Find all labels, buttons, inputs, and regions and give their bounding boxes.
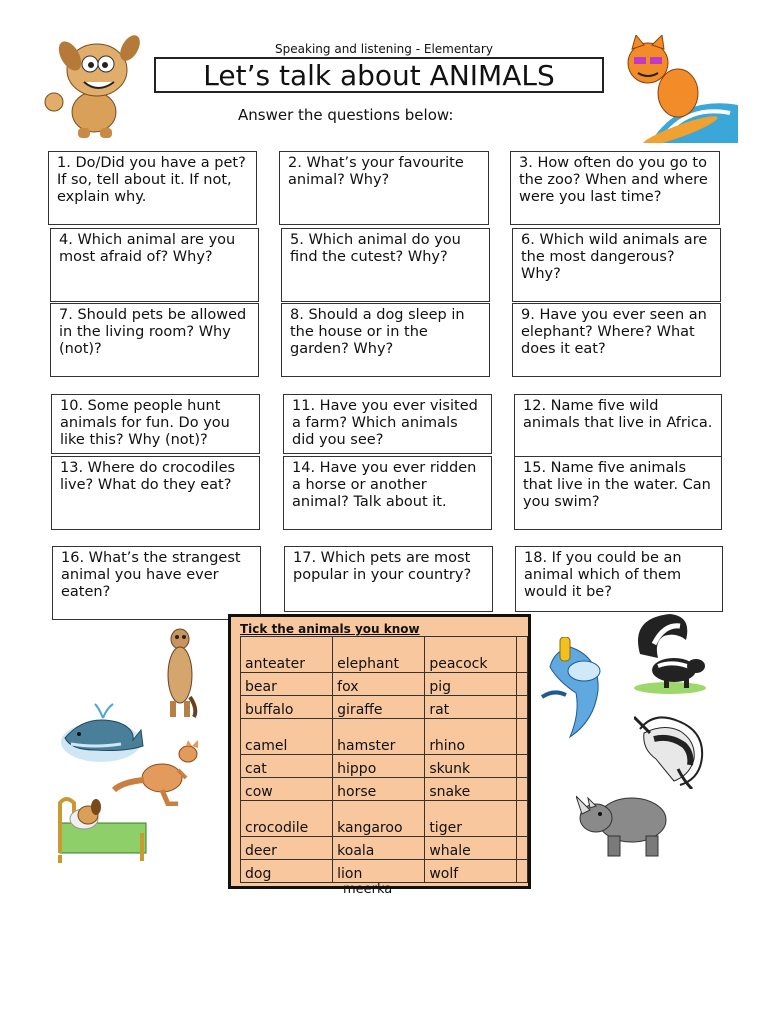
animal-cell[interactable]: tiger bbox=[425, 801, 517, 837]
animal-cell[interactable]: snake bbox=[425, 778, 517, 801]
cat-surfing-icon bbox=[620, 35, 738, 143]
animal-cell[interactable]: peacock bbox=[425, 637, 517, 673]
question-box: 2. What’s your favourite animal? Why? bbox=[279, 151, 489, 225]
tick-animals-box bbox=[228, 614, 531, 889]
question-box: 9. Have you ever seen an elephant? Where? What does it eat? bbox=[512, 303, 721, 377]
animal-cell[interactable]: cow bbox=[241, 778, 333, 801]
meerkat-icon bbox=[160, 627, 200, 719]
worksheet-title: Let’s talk about ANIMALS bbox=[154, 57, 604, 93]
skunk-icon bbox=[630, 614, 710, 696]
question-box: 13. Where do crocodiles live? What do they eat? bbox=[51, 456, 260, 530]
animal-cell[interactable]: buffalo bbox=[241, 696, 333, 719]
question-box: 5. Which animal do you find the cutest? Why? bbox=[281, 228, 490, 302]
question-box: 16. What’s the strangest animal you have ever eaten? bbox=[52, 546, 261, 620]
table-spacer bbox=[517, 755, 528, 778]
question-box: 17. Which pets are most popular in your country? bbox=[284, 546, 493, 612]
animal-cell[interactable]: pig bbox=[425, 673, 517, 696]
dolphin-diver-icon bbox=[540, 637, 616, 741]
animal-cell[interactable]: hamster bbox=[333, 719, 425, 755]
animal-cell[interactable]: camel bbox=[241, 719, 333, 755]
animal-cell[interactable]: wolf bbox=[425, 860, 517, 883]
tick-box-title: Tick the animals you know bbox=[240, 622, 420, 636]
worksheet-subtitle: Speaking and listening - Elementary bbox=[275, 42, 493, 56]
animal-cell[interactable]: lion bbox=[333, 860, 425, 883]
question-box: 11. Have you ever visited a farm? Which animals did you see? bbox=[283, 394, 492, 454]
animal-table bbox=[240, 636, 528, 883]
dog-in-bed-icon bbox=[54, 793, 150, 865]
question-box: 15. Name five animals that live in the water. Can you swim? bbox=[514, 456, 722, 530]
table-spacer bbox=[517, 860, 528, 883]
question-box: 3. How often do you go to the zoo? When and where were you last time? bbox=[510, 151, 720, 225]
overflow-word: meerka bbox=[343, 882, 393, 897]
table-spacer bbox=[517, 837, 528, 860]
animal-cell[interactable]: koala bbox=[333, 837, 425, 860]
animal-cell[interactable]: deer bbox=[241, 837, 333, 860]
question-box: 1. Do/Did you have a pet? If so, tell about it. If not, explain why. bbox=[48, 151, 257, 225]
instructions: Answer the questions below: bbox=[238, 106, 454, 124]
animal-cell[interactable]: skunk bbox=[425, 755, 517, 778]
animal-cell[interactable]: fox bbox=[333, 673, 425, 696]
table-spacer bbox=[517, 637, 528, 673]
table-spacer bbox=[517, 696, 528, 719]
question-box: 10. Some people hunt animals for fun. Do you like this? Why (not)? bbox=[51, 394, 260, 454]
animal-cell[interactable]: bear bbox=[241, 673, 333, 696]
animal-cell[interactable]: cat bbox=[241, 755, 333, 778]
question-box: 4. Which animal are you most afraid of? Why? bbox=[50, 228, 259, 302]
animal-cell[interactable]: elephant bbox=[333, 637, 425, 673]
animal-cell[interactable]: rhino bbox=[425, 719, 517, 755]
question-box: 7. Should pets be allowed in the living room? Why (not)? bbox=[50, 303, 259, 377]
animal-cell[interactable]: kangaroo bbox=[333, 801, 425, 837]
animal-cell[interactable]: horse bbox=[333, 778, 425, 801]
animal-cell[interactable]: dog bbox=[241, 860, 333, 883]
animal-cell[interactable]: giraffe bbox=[333, 696, 425, 719]
animal-cell[interactable]: whale bbox=[425, 837, 517, 860]
rhino-icon bbox=[576, 784, 670, 858]
animal-cell[interactable]: hippo bbox=[333, 755, 425, 778]
table-spacer bbox=[517, 673, 528, 696]
dog-thumbs-up-icon bbox=[42, 34, 142, 142]
table-spacer bbox=[517, 801, 528, 837]
animal-cell[interactable]: crocodile bbox=[241, 801, 333, 837]
question-box: 18. If you could be an animal which of them would it be? bbox=[515, 546, 723, 612]
question-box: 6. Which wild animals are the most dangerous? Why? bbox=[512, 228, 721, 302]
table-spacer bbox=[517, 719, 528, 755]
question-box: 14. Have you ever ridden a horse or another animal? Talk about it. bbox=[283, 456, 492, 530]
question-box: 12. Name five wild animals that live in Africa. bbox=[514, 394, 722, 466]
anteater-icon bbox=[634, 709, 710, 789]
animal-cell[interactable]: anteater bbox=[241, 637, 333, 673]
table-spacer bbox=[517, 778, 528, 801]
question-box: 8. Should a dog sleep in the house or in the garden? Why? bbox=[281, 303, 490, 377]
animal-cell[interactable]: rat bbox=[425, 696, 517, 719]
